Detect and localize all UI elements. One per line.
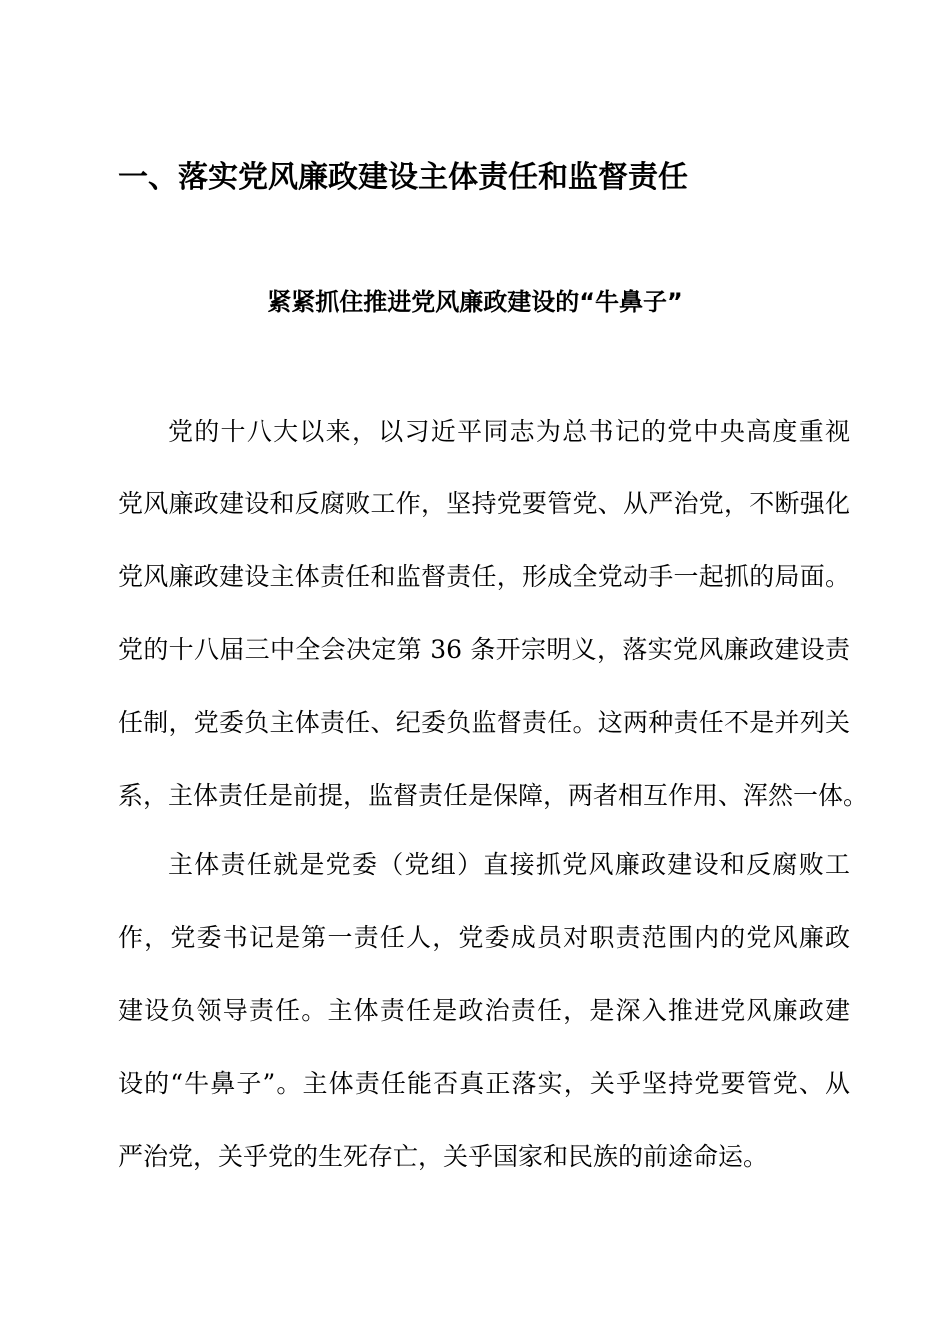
paragraph-line: 党风廉政建设主体责任和监督责任，形成全党动手一起抓的局面。	[118, 562, 850, 591]
paragraph-line: 主体责任就是党委（党组）直接抓党风廉政建设和反腐败工	[168, 850, 850, 879]
paragraph-line: 严治党，关乎党的生死存亡，关乎国家和民族的前途命运。	[118, 1142, 769, 1171]
paragraph-line: 任制，党委负主体责任、纪委负监督责任。这两种责任不是并列关	[118, 708, 850, 737]
paragraph-line: 党的十八大以来，以习近平同志为总书记的党中央高度重视	[168, 417, 850, 446]
paragraph-line: 党的十八届三中全会决定第 36 条开宗明义，落实党风廉政建设责	[118, 635, 850, 664]
paragraph-line: 设的“牛鼻子”。主体责任能否真正落实，关乎坚持党要管党、从	[118, 1069, 850, 1098]
section-heading: 一、落实党风廉政建设主体责任和监督责任	[118, 160, 688, 195]
paragraph-line: 系，主体责任是前提，监督责任是保障，两者相互作用、浑然一体。	[118, 781, 869, 810]
paragraph-line: 建设负领导责任。主体责任是政治责任，是深入推进党风廉政建	[118, 996, 850, 1025]
paragraph-line: 党风廉政建设和反腐败工作，坚持党要管党、从严治党，不断强化	[118, 489, 850, 518]
article-title: 紧紧抓住推进党风廉政建设的“牛鼻子”	[267, 288, 683, 316]
paragraph-line: 作，党委书记是第一责任人，党委成员对职责范围内的党风廉政	[118, 923, 850, 952]
